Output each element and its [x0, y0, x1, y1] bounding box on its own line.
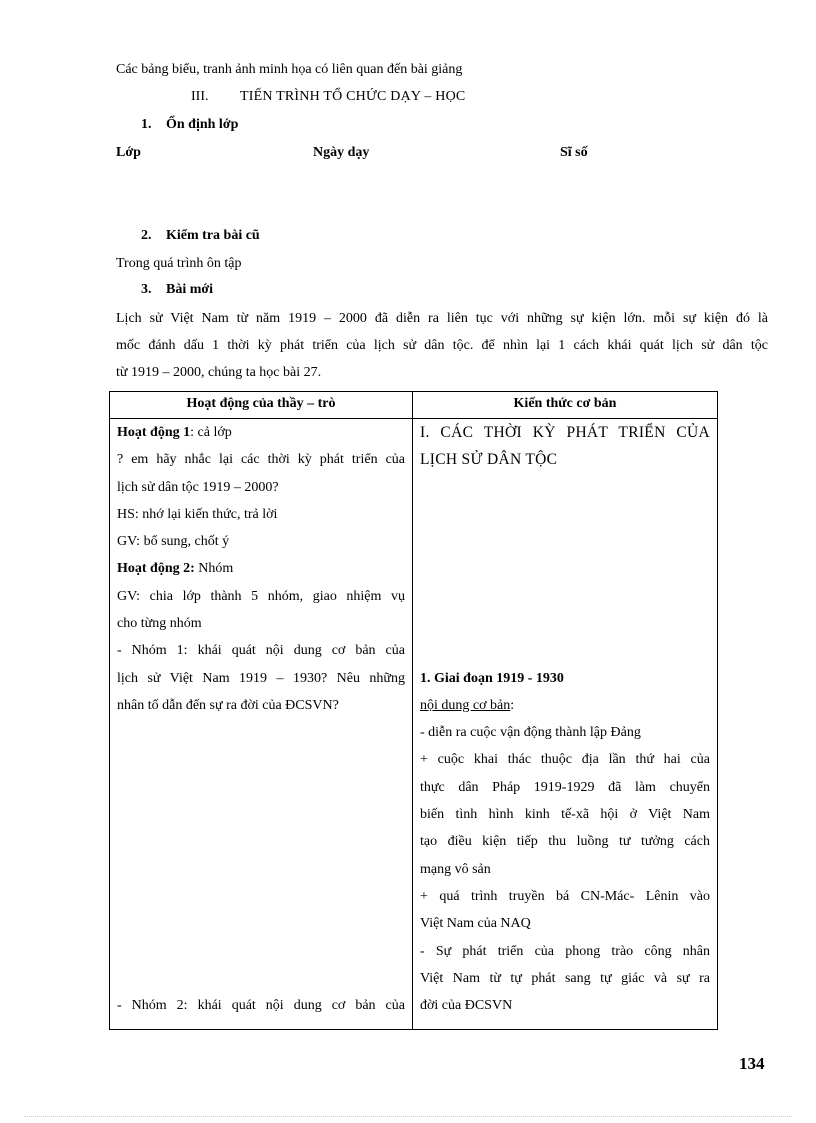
lesson-intro-line: từ 1919 – 2000, chúng ta học bài 27.: [116, 365, 322, 380]
teacher-task-line: cho từng nhóm: [117, 616, 202, 632]
label-class: Lớp: [116, 145, 141, 160]
header-activities: Hoạt động của thầy – trò: [110, 392, 413, 419]
step3-title: Bài mới: [166, 282, 214, 297]
teacher-note: GV: bổ sung, chốt ý: [117, 534, 230, 550]
step1-title: Ổn định lớp: [166, 117, 239, 132]
period-1-title: 1. Giai đoạn 1919 - 1930: [420, 670, 564, 686]
activity-1-line: [117, 419, 405, 446]
content-line: + quá trình truyền bá CN-Mác- Lênin vào: [420, 888, 710, 904]
group-1-line: lịch sử Việt Nam 1919 – 1930? Nêu những: [117, 670, 405, 686]
lesson-intro-line: mốc đánh dấu 1 thời kỳ phát triển của lịch sử dân tộc. để nhìn lại 1 cách khái quát lịch sử dân tộc: [116, 338, 768, 353]
student-response: HS: nhớ lại kiến thức, trả lời: [117, 506, 278, 522]
section-numeral: III.: [191, 89, 209, 104]
spacer: [420, 474, 710, 665]
content-line: - Sự phát triển của phong trào công nhân: [420, 943, 710, 959]
content-line: biến tình hình kinh tế-xã hội ở Việt Nam: [420, 807, 710, 823]
table-header-row: [110, 392, 718, 419]
knowledge-cell: [413, 419, 718, 1030]
group-1-line: - Nhóm 1: khái quát nội dung cơ bản của: [117, 643, 405, 659]
content-colon: :: [510, 697, 515, 713]
activities-cell: [110, 419, 413, 1030]
activity-1-mode: : cả lớp: [190, 425, 232, 440]
knowledge-section-title: LỊCH SỬ DÂN TỘC: [420, 451, 558, 469]
page-number: 134: [739, 1054, 765, 1073]
content-line: tạo điều kiện tiếp thu luồng tư tưởng cách: [420, 834, 710, 850]
question-1-line: lịch sử dân tộc 1919 – 2000?: [117, 479, 279, 495]
lesson-intro: [116, 305, 768, 386]
label-date: Ngày dạy: [313, 145, 370, 160]
review-text: Trong quá trình ôn tập: [116, 256, 242, 271]
lesson-table: [109, 391, 718, 1030]
activity-2-line: [117, 555, 405, 582]
lesson-intro-line: Lịch sử Việt Nam từ năm 1919 – 2000 đã diễn ra liên tục với những sự kiện lớn. mỗi sự kiện đó là: [116, 311, 768, 326]
activity-2-mode: Nhóm: [194, 561, 234, 577]
content-line: Việt Nam từ tự phát sang tự giác và sự ra: [420, 970, 710, 986]
content-line: - diễn ra cuộc vận động thành lập Đảng: [420, 725, 641, 741]
table-body-row: [110, 419, 718, 1030]
label-count: Sĩ số: [560, 145, 588, 160]
header-knowledge: Kiến thức cơ bản: [413, 392, 718, 419]
content-line: Việt Nam của NAQ: [420, 916, 531, 932]
content-line: thực dân Pháp 1919-1929 đã làm chuyển: [420, 779, 710, 795]
content-line: mạng vô sản: [420, 861, 491, 877]
activity-2-label: Hoạt động 2:: [117, 561, 195, 577]
footer-rule: [24, 1116, 792, 1117]
question-1-line: ? em hãy nhắc lại các thời kỳ phát triển của: [117, 452, 405, 468]
teacher-task-line: GV: chia lớp thành 5 nhóm, giao nhiệm vụ: [117, 588, 405, 604]
content-label: nội dung cơ bản: [420, 697, 511, 713]
step2-number: 2.: [141, 228, 152, 243]
content-line: + cuộc khai thác thuộc địa lần thứ hai của: [420, 752, 710, 768]
section-heading: TIẾN TRÌNH TỔ CHỨC DẠY – HỌC: [240, 89, 466, 104]
knowledge-section-title: I. CÁC THỜI KỲ PHÁT TRIỂN CỦA: [420, 424, 710, 441]
spacer: [117, 719, 405, 992]
step3-number: 3.: [141, 282, 152, 297]
group-1-line: nhân tố dẫn đến sự ra đời của ĐCSVN?: [117, 697, 339, 713]
step1-number: 1.: [141, 117, 152, 132]
content-line: đời của ĐCSVN: [420, 998, 513, 1014]
content-label-line: [420, 692, 710, 719]
step2-title: Kiểm tra bài cũ: [166, 228, 260, 243]
intro-line: Các bảng biểu, tranh ảnh minh họa có liên quan đến bài giảng: [116, 62, 463, 77]
activity-1-label: Hoạt động 1: [117, 425, 191, 440]
group-2-line: - Nhóm 2: khái quát nội dung cơ bản của: [117, 998, 405, 1014]
